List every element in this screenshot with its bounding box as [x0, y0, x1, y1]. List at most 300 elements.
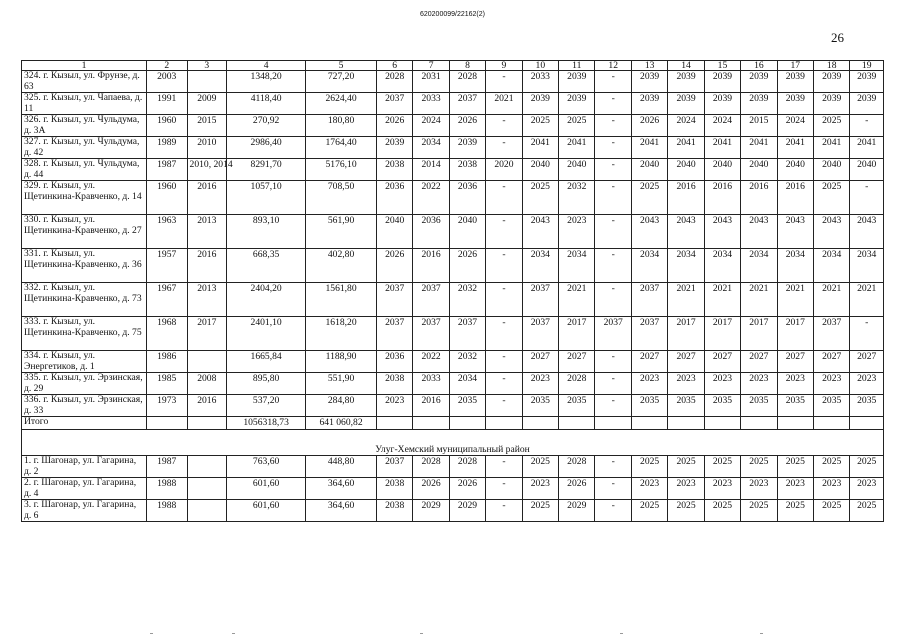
table-cell: 2021	[559, 283, 595, 317]
table-cell: 2026	[376, 249, 412, 283]
table-cell: 2025	[631, 500, 667, 522]
table-cell: 2986,40	[227, 137, 306, 159]
table-cell: 2043	[522, 215, 558, 249]
table-cell: 2021	[777, 283, 813, 317]
table-cell: 2010, 2014	[187, 159, 227, 181]
table-cell: 2024	[777, 115, 813, 137]
table-cell: -	[595, 137, 631, 159]
table-cell: 2039	[741, 71, 777, 93]
table-cell: 2039	[777, 93, 813, 115]
column-number: 4	[227, 61, 306, 71]
table-cell: 2040	[704, 159, 740, 181]
table-row	[22, 456, 884, 478]
table-cell	[850, 417, 884, 430]
table-cell: 1764,40	[306, 137, 377, 159]
table-cell: 895,80	[227, 373, 306, 395]
table-cell: 2037	[413, 317, 449, 351]
table-cell: 2034	[704, 249, 740, 283]
table-cell: 2036	[376, 351, 412, 373]
table-cell: 1561,80	[306, 283, 377, 317]
table-cell: 2025	[522, 456, 558, 478]
table-cell: 668,35	[227, 249, 306, 283]
table-cell	[668, 417, 704, 430]
table-cell: 2025	[704, 456, 740, 478]
table-cell: 2023	[814, 478, 850, 500]
address-cell: 327. г. Кызыл, ул. Чульдума, д. 42	[22, 137, 147, 159]
table-cell: 2025	[814, 115, 850, 137]
table-cell: -	[486, 181, 522, 215]
table-cell: 2013	[187, 215, 227, 249]
table-row	[22, 93, 884, 115]
table-cell: 2016	[187, 395, 227, 417]
table-cell	[486, 417, 522, 430]
table-cell: 2023	[668, 373, 704, 395]
address-cell: 328. г. Кызыл, ул. Чульдума, д. 44	[22, 159, 147, 181]
table-cell: 2025	[704, 500, 740, 522]
table-cell: 2035	[668, 395, 704, 417]
table-cell: 1986	[146, 351, 187, 373]
table-cell: 1957	[146, 249, 187, 283]
address-cell: 334. г. Кызыл, ул. Энергетиков, д. 1	[22, 351, 147, 373]
table-row	[22, 500, 884, 522]
table-cell: -	[595, 159, 631, 181]
table-cell: 2025	[814, 500, 850, 522]
table-cell: 2043	[814, 215, 850, 249]
column-number: 7	[413, 61, 449, 71]
table-cell: 2023	[631, 478, 667, 500]
table-cell: 561,90	[306, 215, 377, 249]
section-title: Улуг-Хемский муниципальный район	[22, 430, 884, 456]
table-cell: 2016	[413, 249, 449, 283]
table-cell: 601,60	[227, 500, 306, 522]
table-cell: 2027	[668, 351, 704, 373]
table-cell: 2033	[413, 373, 449, 395]
column-number: 1	[22, 61, 147, 71]
table-cell: 2025	[631, 181, 667, 215]
table-cell	[413, 417, 449, 430]
table-cell: -	[595, 71, 631, 93]
table-cell: 893,10	[227, 215, 306, 249]
table-cell: 2040	[449, 215, 485, 249]
table-row	[22, 159, 884, 181]
table-cell: 2023	[522, 373, 558, 395]
table-cell: 2033	[413, 93, 449, 115]
table-cell: 364,60	[306, 500, 377, 522]
address-cell: 326. г. Кызыл, ул. Чульдума, д. 3А	[22, 115, 147, 137]
table-cell: 2025	[668, 500, 704, 522]
table-cell: -	[595, 215, 631, 249]
column-number: 3	[187, 61, 227, 71]
table-cell: 2034	[449, 373, 485, 395]
table-cell: -	[595, 395, 631, 417]
table-cell: 2031	[413, 71, 449, 93]
table-cell: 2040	[777, 159, 813, 181]
table-cell: 2023	[704, 373, 740, 395]
table-cell: 2013	[187, 283, 227, 317]
table-cell: 2034	[522, 249, 558, 283]
table-cell: -	[595, 500, 631, 522]
table-cell: 2041	[522, 137, 558, 159]
table-cell: 2040	[559, 159, 595, 181]
table-cell: 4118,40	[227, 93, 306, 115]
table-cell: 1987	[146, 159, 187, 181]
table-cell: 2039	[559, 71, 595, 93]
document-id: 620200099/22162(2)	[419, 11, 485, 18]
table-cell: 2043	[741, 215, 777, 249]
table-cell: -	[595, 456, 631, 478]
table-cell: 2027	[777, 351, 813, 373]
table-cell: 2021	[486, 93, 522, 115]
table-row	[22, 215, 884, 249]
table-cell: 2036	[449, 181, 485, 215]
table-cell: 2020	[486, 159, 522, 181]
table-cell: 2040	[668, 159, 704, 181]
table-cell: 2017	[668, 317, 704, 351]
table-cell: 2035	[559, 395, 595, 417]
table-cell: 2041	[814, 137, 850, 159]
table-cell: 2025	[814, 456, 850, 478]
table-cell: 2037	[376, 456, 412, 478]
table-cell	[376, 417, 412, 430]
table-cell: 2016	[704, 181, 740, 215]
table-cell: 2032	[449, 351, 485, 373]
table-cell: 2026	[413, 478, 449, 500]
table-cell: 2039	[668, 93, 704, 115]
table-cell: 2039	[449, 137, 485, 159]
table-cell: 1188,90	[306, 351, 377, 373]
table-cell: 2038	[376, 478, 412, 500]
table-cell: -	[595, 351, 631, 373]
address-cell: 324. г. Кызыл, ул. Фрунзе, д. 63	[22, 71, 147, 93]
table-cell: 2035	[850, 395, 884, 417]
table-cell: 2023	[376, 395, 412, 417]
table-cell: 2041	[668, 137, 704, 159]
table-cell: 2025	[850, 456, 884, 478]
table-cell: 2039	[631, 93, 667, 115]
table-cell: 708,50	[306, 181, 377, 215]
table-cell: 180,80	[306, 115, 377, 137]
column-number: 17	[777, 61, 813, 71]
table-cell	[777, 417, 813, 430]
table-cell: 2023	[668, 478, 704, 500]
table-cell: 2025	[668, 456, 704, 478]
table-cell: 2041	[777, 137, 813, 159]
table-cell: 2015	[187, 115, 227, 137]
table-cell: 2027	[522, 351, 558, 373]
column-number: 14	[668, 61, 704, 71]
address-cell: 330. г. Кызыл, ул. Щетинкина-Кравченко, д. 27	[22, 215, 147, 249]
table-cell: 2028	[449, 71, 485, 93]
table-cell: 2041	[631, 137, 667, 159]
table-cell: 2034	[668, 249, 704, 283]
table-cell: 2023	[814, 373, 850, 395]
table-cell	[814, 417, 850, 430]
table-cell: 2039	[376, 137, 412, 159]
table-cell: 2035	[522, 395, 558, 417]
table-cell: 2023	[777, 478, 813, 500]
table-cell: 270,92	[227, 115, 306, 137]
table-cell: 448,80	[306, 456, 377, 478]
table-row	[22, 283, 884, 317]
table-cell: 2040	[631, 159, 667, 181]
table-cell: 1989	[146, 137, 187, 159]
table-cell: -	[595, 115, 631, 137]
table-cell: 2037	[522, 283, 558, 317]
table-cell: 2025	[814, 181, 850, 215]
table-cell: 2025	[559, 115, 595, 137]
table-cell: -	[486, 317, 522, 351]
table-cell	[741, 417, 777, 430]
table-cell: 2038	[376, 500, 412, 522]
total-row	[22, 417, 884, 430]
column-number-row	[22, 61, 884, 71]
table-cell: 2017	[777, 317, 813, 351]
table-cell: 2036	[376, 181, 412, 215]
table-cell: 2023	[741, 478, 777, 500]
table-cell: 2035	[631, 395, 667, 417]
table-cell: 2026	[559, 478, 595, 500]
table-cell: -	[486, 249, 522, 283]
table-cell: 2029	[413, 500, 449, 522]
total-area: 1056318,73	[227, 417, 306, 430]
table-cell: 2040	[376, 215, 412, 249]
table-cell: -	[486, 283, 522, 317]
table-cell	[595, 417, 631, 430]
table-cell: 2025	[741, 500, 777, 522]
table-cell: 2039	[850, 93, 884, 115]
table-cell: 2039	[668, 71, 704, 93]
table-row	[22, 181, 884, 215]
table-cell: 364,60	[306, 478, 377, 500]
table-cell: 2022	[413, 351, 449, 373]
table-cell: 2624,40	[306, 93, 377, 115]
table-cell: 2041	[559, 137, 595, 159]
table-cell: 2039	[814, 93, 850, 115]
table-cell: 2021	[704, 283, 740, 317]
column-number: 15	[704, 61, 740, 71]
table-cell: 1348,20	[227, 71, 306, 93]
table-cell: 1960	[146, 115, 187, 137]
table-cell: 2034	[631, 249, 667, 283]
table-cell: 2017	[741, 317, 777, 351]
table-cell: 2043	[704, 215, 740, 249]
table-cell: 2401,10	[227, 317, 306, 351]
column-number: 5	[306, 61, 377, 71]
table-cell: 2039	[850, 71, 884, 93]
table-cell: 2037	[449, 317, 485, 351]
table-cell: 2028	[376, 71, 412, 93]
table-cell: -	[595, 93, 631, 115]
table-cell: 1057,10	[227, 181, 306, 215]
table-cell: 2040	[850, 159, 884, 181]
table-cell: 2034	[814, 249, 850, 283]
address-cell: 335. г. Кызыл, ул. Эрзинская, д. 29	[22, 373, 147, 395]
table-cell: 2035	[704, 395, 740, 417]
table-cell: -	[486, 373, 522, 395]
table-cell: 2026	[449, 249, 485, 283]
table-cell: 2037	[814, 317, 850, 351]
address-cell: 2. г. Шагонар, ул. Гагарина, д. 4	[22, 478, 147, 500]
table-cell: 2027	[559, 351, 595, 373]
table-cell: 2017	[187, 317, 227, 351]
table-cell: 2043	[777, 215, 813, 249]
table-cell: 2023	[850, 373, 884, 395]
table-cell: 2024	[413, 115, 449, 137]
table-cell: 2034	[741, 249, 777, 283]
table-cell: 763,60	[227, 456, 306, 478]
table-row	[22, 373, 884, 395]
table-cell: 2037	[631, 283, 667, 317]
table-cell: 2043	[850, 215, 884, 249]
scan-mark	[232, 633, 235, 634]
table-cell: 2035	[814, 395, 850, 417]
table-row	[22, 395, 884, 417]
table-cell: 2027	[704, 351, 740, 373]
table-cell: 2028	[559, 373, 595, 395]
table-cell	[704, 417, 740, 430]
table-cell: 2039	[741, 93, 777, 115]
table-cell: 2016	[741, 181, 777, 215]
table-row	[22, 249, 884, 283]
table-cell: 2039	[631, 71, 667, 93]
table-cell: 2024	[704, 115, 740, 137]
table-cell	[522, 417, 558, 430]
table-cell: 2014	[413, 159, 449, 181]
table-cell: 2025	[850, 500, 884, 522]
table-cell: 2016	[187, 249, 227, 283]
total-living-area: 641 060,82	[306, 417, 377, 430]
table-cell: 2027	[741, 351, 777, 373]
table-cell: 2024	[668, 115, 704, 137]
table-cell: 1973	[146, 395, 187, 417]
table-cell: -	[595, 373, 631, 395]
address-cell: 333. г. Кызыл, ул. Щетинкина-Кравченко, д. 75	[22, 317, 147, 351]
table-row	[22, 478, 884, 500]
table-cell: 1963	[146, 215, 187, 249]
table-cell: 2009	[187, 93, 227, 115]
column-number: 8	[449, 61, 485, 71]
table-cell: 2023	[850, 478, 884, 500]
table-cell: 2023	[631, 373, 667, 395]
table-cell	[187, 351, 227, 373]
table-cell: 2035	[741, 395, 777, 417]
table-cell: 2035	[449, 395, 485, 417]
table-cell: 2010	[187, 137, 227, 159]
table-cell: 2021	[814, 283, 850, 317]
column-number: 18	[814, 61, 850, 71]
table-cell: 2034	[777, 249, 813, 283]
table-cell: 1991	[146, 93, 187, 115]
table-cell: 1968	[146, 317, 187, 351]
table-cell	[187, 478, 227, 500]
table-cell	[449, 417, 485, 430]
page-number: 26	[831, 30, 844, 45]
table-cell: 1988	[146, 478, 187, 500]
table-cell: 2032	[559, 181, 595, 215]
table-cell: 2043	[631, 215, 667, 249]
table-cell: 727,20	[306, 71, 377, 93]
table-cell: 2034	[413, 137, 449, 159]
table-cell: 2039	[704, 71, 740, 93]
table-cell: 1665,84	[227, 351, 306, 373]
table-cell: 5176,10	[306, 159, 377, 181]
address-cell: 329. г. Кызыл, ул. Щетинкина-Кравченко, д. 14	[22, 181, 147, 215]
table-cell: -	[486, 351, 522, 373]
address-cell: 331. г. Кызыл, ул. Щетинкина-Кравченко, д. 36	[22, 249, 147, 283]
column-number: 2	[146, 61, 187, 71]
table-cell: 2023	[704, 478, 740, 500]
table-cell: 2039	[814, 71, 850, 93]
table-cell: 2027	[631, 351, 667, 373]
scan-mark	[150, 633, 153, 634]
table-cell: 2037	[631, 317, 667, 351]
table-cell: 2026	[376, 115, 412, 137]
table-cell: 2037	[595, 317, 631, 351]
table-cell: 2026	[449, 478, 485, 500]
table-cell: 2037	[376, 317, 412, 351]
column-number: 16	[741, 61, 777, 71]
column-number: 9	[486, 61, 522, 71]
table-cell: 2016	[777, 181, 813, 215]
address-cell: 336. г. Кызыл, ул. Эрзинская, д. 33	[22, 395, 147, 417]
table-cell: 2038	[449, 159, 485, 181]
table-cell: 2039	[704, 93, 740, 115]
table-cell: 2034	[559, 249, 595, 283]
table-cell: 2008	[187, 373, 227, 395]
table-cell: 2025	[522, 181, 558, 215]
table-cell: 2040	[814, 159, 850, 181]
table-cell: 551,90	[306, 373, 377, 395]
table-cell: 2043	[668, 215, 704, 249]
table-cell: -	[486, 478, 522, 500]
table-cell: -	[850, 115, 884, 137]
table-cell: 2038	[376, 373, 412, 395]
table-cell: 2016	[187, 181, 227, 215]
table-cell: 2017	[704, 317, 740, 351]
column-number: 10	[522, 61, 558, 71]
table-cell: 2017	[559, 317, 595, 351]
scan-mark	[420, 633, 423, 634]
table-cell: 2037	[376, 283, 412, 317]
table-cell: 601,60	[227, 478, 306, 500]
table-cell: 1967	[146, 283, 187, 317]
total-label: Итого	[22, 417, 147, 430]
address-cell: 1. г. Шагонар, ул. Гагарина, д. 2	[22, 456, 147, 478]
table-cell: 2028	[559, 456, 595, 478]
table-cell: -	[486, 395, 522, 417]
table-cell: -	[486, 456, 522, 478]
table-cell: 2021	[850, 283, 884, 317]
table-cell: 2029	[449, 500, 485, 522]
table-cell: 2038	[376, 159, 412, 181]
table-cell: 2037	[449, 93, 485, 115]
table-cell: 2025	[777, 456, 813, 478]
column-number: 13	[631, 61, 667, 71]
housing-register-table	[21, 60, 884, 522]
table-cell: 2023	[777, 373, 813, 395]
table-cell: -	[595, 181, 631, 215]
table-cell: 2021	[741, 283, 777, 317]
table-cell: 2040	[522, 159, 558, 181]
table-cell: 2037	[413, 283, 449, 317]
table-cell: 2025	[741, 456, 777, 478]
table-cell: -	[850, 317, 884, 351]
table-cell: 2041	[850, 137, 884, 159]
table-cell: 8291,70	[227, 159, 306, 181]
table-row	[22, 351, 884, 373]
table-cell: 2003	[146, 71, 187, 93]
scan-mark	[620, 633, 623, 634]
